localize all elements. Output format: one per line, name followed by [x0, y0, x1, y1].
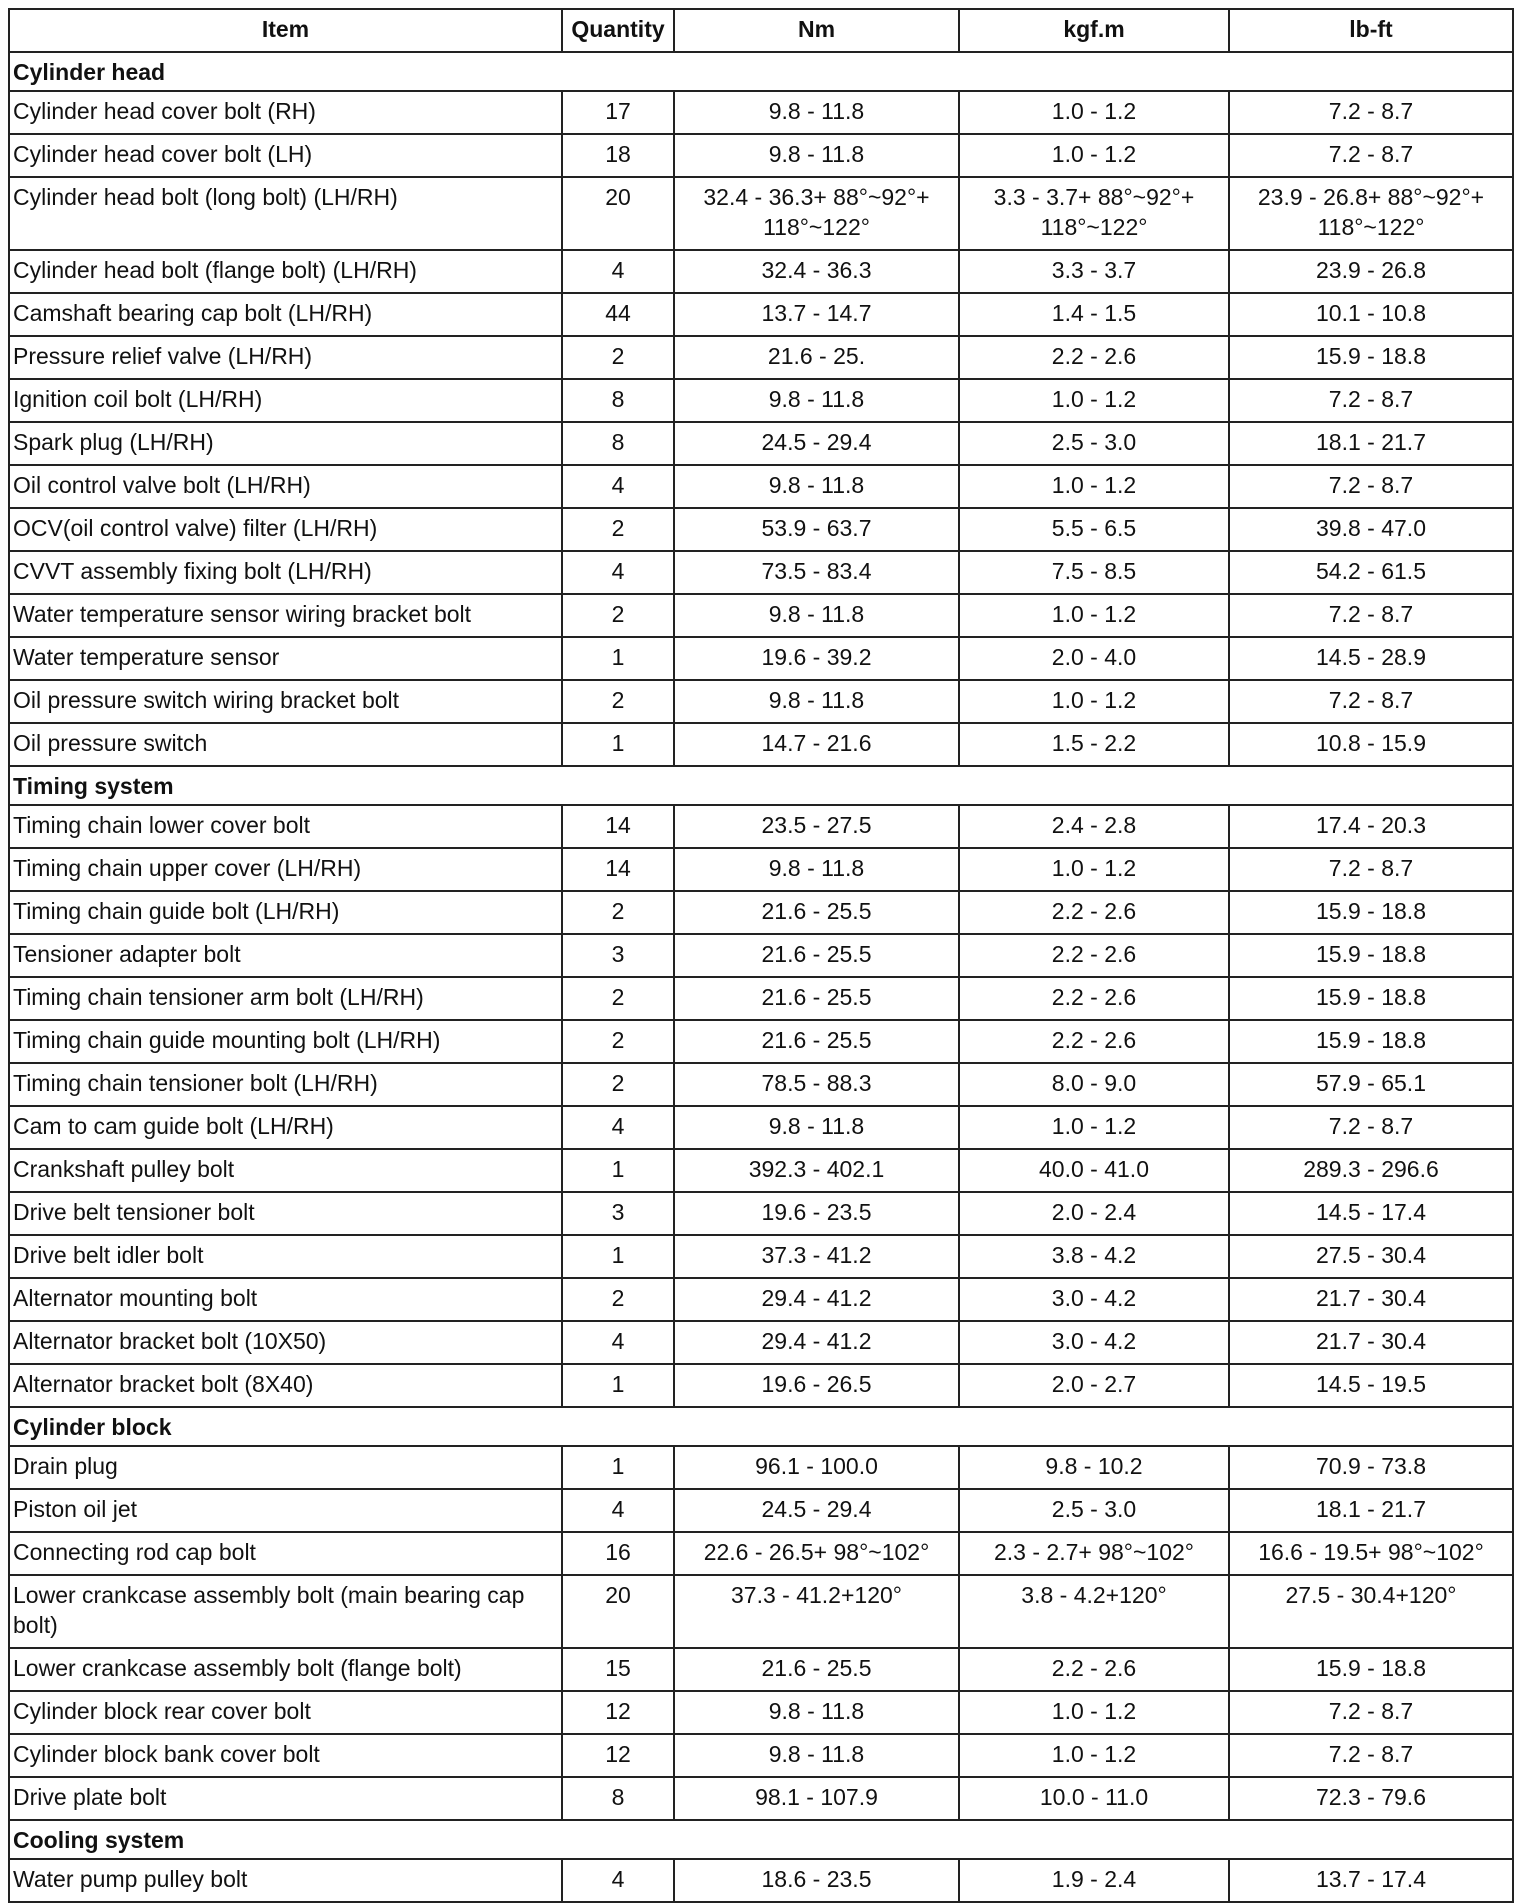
cell-item: Cylinder head bolt (long bolt) (LH/RH) [9, 177, 562, 250]
cell-lbft: 7.2 - 8.7 [1229, 1106, 1513, 1149]
cell-item: Oil pressure switch wiring bracket bolt [9, 680, 562, 723]
cell-quantity: 12 [562, 1734, 674, 1777]
cell-kgfm: 2.5 - 3.0 [959, 1489, 1229, 1532]
cell-kgfm: 2.5 - 3.0 [959, 422, 1229, 465]
cell-item: Timing chain tensioner arm bolt (LH/RH) [9, 977, 562, 1020]
cell-nm: 9.8 - 11.8 [674, 134, 959, 177]
cell-lbft: 15.9 - 18.8 [1229, 977, 1513, 1020]
table-row [9, 637, 1513, 680]
cell-item: Drain plug [9, 1446, 562, 1489]
cell-item: Timing chain tensioner bolt (LH/RH) [9, 1063, 562, 1106]
cell-lbft: 23.9 - 26.8+ 88°~92°+ 118°~122° [1229, 177, 1513, 250]
table-row [9, 293, 1513, 336]
table-row [9, 723, 1513, 766]
cell-quantity: 4 [562, 1321, 674, 1364]
cell-quantity: 18 [562, 134, 674, 177]
cell-lbft: 15.9 - 18.8 [1229, 336, 1513, 379]
cell-item: Drive belt tensioner bolt [9, 1192, 562, 1235]
cell-nm: 73.5 - 83.4 [674, 551, 959, 594]
cell-lbft: 10.8 - 15.9 [1229, 723, 1513, 766]
cell-lbft: 10.1 - 10.8 [1229, 293, 1513, 336]
cell-nm: 21.6 - 25.5 [674, 934, 959, 977]
cell-quantity: 1 [562, 1446, 674, 1489]
cell-item: Cylinder head bolt (flange bolt) (LH/RH) [9, 250, 562, 293]
table-row [9, 177, 1513, 250]
table-row [9, 805, 1513, 848]
table-row [9, 1192, 1513, 1235]
cell-lbft: 17.4 - 20.3 [1229, 805, 1513, 848]
cell-nm: 21.6 - 25.5 [674, 891, 959, 934]
cell-quantity: 2 [562, 1063, 674, 1106]
cell-lbft: 18.1 - 21.7 [1229, 422, 1513, 465]
cell-kgfm: 2.2 - 2.6 [959, 336, 1229, 379]
table-row [9, 551, 1513, 594]
cell-nm: 21.6 - 25. [674, 336, 959, 379]
section-row [9, 1407, 1513, 1446]
cell-nm: 78.5 - 88.3 [674, 1063, 959, 1106]
table-row [9, 379, 1513, 422]
cell-nm: 9.8 - 11.8 [674, 680, 959, 723]
cell-quantity: 2 [562, 891, 674, 934]
table-row [9, 934, 1513, 977]
section-row [9, 1820, 1513, 1859]
cell-item: Drive belt idler bolt [9, 1235, 562, 1278]
cell-item: Camshaft bearing cap bolt (LH/RH) [9, 293, 562, 336]
cell-quantity: 1 [562, 1364, 674, 1407]
cell-nm: 9.8 - 11.8 [674, 848, 959, 891]
cell-lbft: 15.9 - 18.8 [1229, 1648, 1513, 1691]
table-row [9, 250, 1513, 293]
cell-nm: 22.6 - 26.5+ 98°~102° [674, 1532, 959, 1575]
cell-quantity: 14 [562, 805, 674, 848]
table-row [9, 1532, 1513, 1575]
cell-kgfm: 40.0 - 41.0 [959, 1149, 1229, 1192]
cell-quantity: 3 [562, 1192, 674, 1235]
table-row [9, 977, 1513, 1020]
cell-lbft: 15.9 - 18.8 [1229, 1020, 1513, 1063]
header-row [9, 9, 1513, 52]
cell-kgfm: 2.0 - 4.0 [959, 637, 1229, 680]
cell-nm: 29.4 - 41.2 [674, 1321, 959, 1364]
cell-item: Tensioner adapter bolt [9, 934, 562, 977]
cell-kgfm: 2.0 - 2.4 [959, 1192, 1229, 1235]
cell-lbft: 7.2 - 8.7 [1229, 1734, 1513, 1777]
table-row [9, 134, 1513, 177]
cell-kgfm: 1.4 - 1.5 [959, 293, 1229, 336]
cell-nm: 19.6 - 23.5 [674, 1192, 959, 1235]
cell-item: Cylinder head cover bolt (LH) [9, 134, 562, 177]
section-title: Cylinder block [9, 1407, 1513, 1446]
cell-lbft: 54.2 - 61.5 [1229, 551, 1513, 594]
cell-nm: 32.4 - 36.3 [674, 250, 959, 293]
cell-quantity: 2 [562, 977, 674, 1020]
header-lbft: lb-ft [1229, 9, 1513, 52]
cell-kgfm: 1.0 - 1.2 [959, 465, 1229, 508]
cell-lbft: 27.5 - 30.4+120° [1229, 1575, 1513, 1648]
table-row [9, 1149, 1513, 1192]
cell-nm: 14.7 - 21.6 [674, 723, 959, 766]
table-row [9, 1446, 1513, 1489]
cell-lbft: 7.2 - 8.7 [1229, 465, 1513, 508]
cell-nm: 9.8 - 11.8 [674, 1734, 959, 1777]
cell-item: Cylinder head cover bolt (RH) [9, 91, 562, 134]
cell-kgfm: 2.4 - 2.8 [959, 805, 1229, 848]
header-quantity: Quantity [562, 9, 674, 52]
cell-lbft: 16.6 - 19.5+ 98°~102° [1229, 1532, 1513, 1575]
cell-item: Alternator mounting bolt [9, 1278, 562, 1321]
cell-lbft: 15.9 - 18.8 [1229, 891, 1513, 934]
cell-item: Cylinder block bank cover bolt [9, 1734, 562, 1777]
cell-lbft: 21.7 - 30.4 [1229, 1321, 1513, 1364]
cell-item: Lower crankcase assembly bolt (flange bolt) [9, 1648, 562, 1691]
header-nm: Nm [674, 9, 959, 52]
cell-lbft: 27.5 - 30.4 [1229, 1235, 1513, 1278]
cell-quantity: 1 [562, 1149, 674, 1192]
cell-nm: 9.8 - 11.8 [674, 1691, 959, 1734]
cell-kgfm: 2.2 - 2.6 [959, 891, 1229, 934]
cell-lbft: 14.5 - 28.9 [1229, 637, 1513, 680]
cell-quantity: 17 [562, 91, 674, 134]
cell-quantity: 20 [562, 177, 674, 250]
cell-quantity: 20 [562, 1575, 674, 1648]
cell-item: Timing chain upper cover (LH/RH) [9, 848, 562, 891]
cell-nm: 23.5 - 27.5 [674, 805, 959, 848]
cell-item: Cylinder block rear cover bolt [9, 1691, 562, 1734]
cell-quantity: 15 [562, 1648, 674, 1691]
cell-lbft: 39.8 - 47.0 [1229, 508, 1513, 551]
cell-lbft: 18.1 - 21.7 [1229, 1489, 1513, 1532]
cell-nm: 9.8 - 11.8 [674, 379, 959, 422]
cell-lbft: 7.2 - 8.7 [1229, 1691, 1513, 1734]
cell-nm: 37.3 - 41.2+120° [674, 1575, 959, 1648]
cell-lbft: 289.3 - 296.6 [1229, 1149, 1513, 1192]
cell-kgfm: 2.2 - 2.6 [959, 1648, 1229, 1691]
table-row [9, 1575, 1513, 1648]
cell-kgfm: 5.5 - 6.5 [959, 508, 1229, 551]
cell-nm: 53.9 - 63.7 [674, 508, 959, 551]
table-row [9, 1489, 1513, 1532]
cell-lbft: 70.9 - 73.8 [1229, 1446, 1513, 1489]
cell-nm: 21.6 - 25.5 [674, 1020, 959, 1063]
cell-nm: 98.1 - 107.9 [674, 1777, 959, 1820]
cell-item: CVVT assembly fixing bolt (LH/RH) [9, 551, 562, 594]
cell-kgfm: 1.0 - 1.2 [959, 91, 1229, 134]
table-row [9, 1063, 1513, 1106]
cell-nm: 9.8 - 11.8 [674, 594, 959, 637]
cell-item: Pressure relief valve (LH/RH) [9, 336, 562, 379]
cell-quantity: 16 [562, 1532, 674, 1575]
cell-quantity: 44 [562, 293, 674, 336]
cell-nm: 21.6 - 25.5 [674, 977, 959, 1020]
table-row [9, 1734, 1513, 1777]
cell-lbft: 7.2 - 8.7 [1229, 680, 1513, 723]
cell-quantity: 4 [562, 1489, 674, 1532]
cell-item: Cam to cam guide bolt (LH/RH) [9, 1106, 562, 1149]
table-row [9, 508, 1513, 551]
table-row [9, 91, 1513, 134]
table-row [9, 891, 1513, 934]
cell-quantity: 3 [562, 934, 674, 977]
cell-quantity: 4 [562, 1859, 674, 1902]
cell-quantity: 4 [562, 465, 674, 508]
cell-lbft: 7.2 - 8.7 [1229, 91, 1513, 134]
cell-item: OCV(oil control valve) filter (LH/RH) [9, 508, 562, 551]
cell-lbft: 23.9 - 26.8 [1229, 250, 1513, 293]
cell-quantity: 8 [562, 422, 674, 465]
cell-kgfm: 1.9 - 2.4 [959, 1859, 1229, 1902]
cell-kgfm: 1.5 - 2.2 [959, 723, 1229, 766]
table-row [9, 1364, 1513, 1407]
cell-kgfm: 10.0 - 11.0 [959, 1777, 1229, 1820]
cell-kgfm: 2.2 - 2.6 [959, 1020, 1229, 1063]
cell-item: Water pump pulley bolt [9, 1859, 562, 1902]
cell-item: Piston oil jet [9, 1489, 562, 1532]
cell-nm: 9.8 - 11.8 [674, 465, 959, 508]
cell-lbft: 21.7 - 30.4 [1229, 1278, 1513, 1321]
cell-item: Timing chain guide bolt (LH/RH) [9, 891, 562, 934]
cell-quantity: 4 [562, 551, 674, 594]
cell-item: Crankshaft pulley bolt [9, 1149, 562, 1192]
cell-nm: 9.8 - 11.8 [674, 91, 959, 134]
cell-lbft: 13.7 - 17.4 [1229, 1859, 1513, 1902]
cell-kgfm: 9.8 - 10.2 [959, 1446, 1229, 1489]
torque-spec-table [8, 8, 1514, 1903]
cell-kgfm: 1.0 - 1.2 [959, 848, 1229, 891]
table-row [9, 848, 1513, 891]
cell-kgfm: 1.0 - 1.2 [959, 594, 1229, 637]
cell-kgfm: 2.3 - 2.7+ 98°~102° [959, 1532, 1229, 1575]
section-title: Timing system [9, 766, 1513, 805]
cell-nm: 392.3 - 402.1 [674, 1149, 959, 1192]
section-title: Cylinder head [9, 52, 1513, 91]
cell-item: Timing chain guide mounting bolt (LH/RH) [9, 1020, 562, 1063]
cell-nm: 96.1 - 100.0 [674, 1446, 959, 1489]
cell-quantity: 2 [562, 680, 674, 723]
cell-item: Oil control valve bolt (LH/RH) [9, 465, 562, 508]
cell-nm: 18.6 - 23.5 [674, 1859, 959, 1902]
cell-item: Connecting rod cap bolt [9, 1532, 562, 1575]
cell-kgfm: 2.0 - 2.7 [959, 1364, 1229, 1407]
cell-quantity: 1 [562, 723, 674, 766]
cell-kgfm: 1.0 - 1.2 [959, 1106, 1229, 1149]
cell-kgfm: 8.0 - 9.0 [959, 1063, 1229, 1106]
table-row [9, 680, 1513, 723]
cell-item: Lower crankcase assembly bolt (main bearing cap bolt) [9, 1575, 562, 1648]
cell-kgfm: 1.0 - 1.2 [959, 379, 1229, 422]
cell-nm: 13.7 - 14.7 [674, 293, 959, 336]
cell-quantity: 2 [562, 508, 674, 551]
table-row [9, 1020, 1513, 1063]
table-row [9, 422, 1513, 465]
cell-lbft: 14.5 - 17.4 [1229, 1192, 1513, 1235]
cell-lbft: 57.9 - 65.1 [1229, 1063, 1513, 1106]
table-row [9, 465, 1513, 508]
cell-lbft: 15.9 - 18.8 [1229, 934, 1513, 977]
table-row [9, 336, 1513, 379]
table-body [9, 52, 1513, 1902]
cell-item: Ignition coil bolt (LH/RH) [9, 379, 562, 422]
cell-quantity: 4 [562, 250, 674, 293]
cell-item: Timing chain lower cover bolt [9, 805, 562, 848]
cell-quantity: 2 [562, 1278, 674, 1321]
cell-kgfm: 2.2 - 2.6 [959, 977, 1229, 1020]
table-row [9, 1859, 1513, 1902]
cell-kgfm: 3.8 - 4.2 [959, 1235, 1229, 1278]
cell-quantity: 8 [562, 379, 674, 422]
table-row [9, 1777, 1513, 1820]
table-row [9, 1235, 1513, 1278]
cell-quantity: 12 [562, 1691, 674, 1734]
cell-kgfm: 3.3 - 3.7+ 88°~92°+ 118°~122° [959, 177, 1229, 250]
table-row [9, 1691, 1513, 1734]
cell-kgfm: 7.5 - 8.5 [959, 551, 1229, 594]
table-row [9, 1106, 1513, 1149]
cell-quantity: 14 [562, 848, 674, 891]
cell-lbft: 7.2 - 8.7 [1229, 848, 1513, 891]
header-kgfm: kgf.m [959, 9, 1229, 52]
table-row [9, 1321, 1513, 1364]
cell-nm: 37.3 - 41.2 [674, 1235, 959, 1278]
cell-item: Oil pressure switch [9, 723, 562, 766]
cell-quantity: 2 [562, 1020, 674, 1063]
cell-quantity: 1 [562, 637, 674, 680]
cell-nm: 32.4 - 36.3+ 88°~92°+ 118°~122° [674, 177, 959, 250]
table-row [9, 1648, 1513, 1691]
cell-kgfm: 1.0 - 1.2 [959, 1734, 1229, 1777]
cell-nm: 21.6 - 25.5 [674, 1648, 959, 1691]
header-item: Item [9, 9, 562, 52]
cell-item: Alternator bracket bolt (8X40) [9, 1364, 562, 1407]
cell-nm: 19.6 - 26.5 [674, 1364, 959, 1407]
cell-item: Water temperature sensor [9, 637, 562, 680]
cell-kgfm: 1.0 - 1.2 [959, 1691, 1229, 1734]
table-row [9, 594, 1513, 637]
cell-kgfm: 2.2 - 2.6 [959, 934, 1229, 977]
cell-kgfm: 3.0 - 4.2 [959, 1321, 1229, 1364]
cell-nm: 9.8 - 11.8 [674, 1106, 959, 1149]
cell-lbft: 7.2 - 8.7 [1229, 134, 1513, 177]
section-row [9, 766, 1513, 805]
cell-item: Alternator bracket bolt (10X50) [9, 1321, 562, 1364]
cell-kgfm: 3.3 - 3.7 [959, 250, 1229, 293]
cell-nm: 29.4 - 41.2 [674, 1278, 959, 1321]
table-row [9, 1278, 1513, 1321]
cell-item: Drive plate bolt [9, 1777, 562, 1820]
cell-kgfm: 3.0 - 4.2 [959, 1278, 1229, 1321]
cell-nm: 19.6 - 39.2 [674, 637, 959, 680]
section-row [9, 52, 1513, 91]
cell-item: Spark plug (LH/RH) [9, 422, 562, 465]
cell-quantity: 8 [562, 1777, 674, 1820]
cell-item: Water temperature sensor wiring bracket bolt [9, 594, 562, 637]
cell-kgfm: 3.8 - 4.2+120° [959, 1575, 1229, 1648]
cell-kgfm: 1.0 - 1.2 [959, 134, 1229, 177]
cell-lbft: 72.3 - 79.6 [1229, 1777, 1513, 1820]
cell-quantity: 2 [562, 336, 674, 379]
cell-lbft: 7.2 - 8.7 [1229, 379, 1513, 422]
cell-quantity: 2 [562, 594, 674, 637]
cell-quantity: 1 [562, 1235, 674, 1278]
cell-kgfm: 1.0 - 1.2 [959, 680, 1229, 723]
cell-nm: 24.5 - 29.4 [674, 1489, 959, 1532]
cell-nm: 24.5 - 29.4 [674, 422, 959, 465]
cell-quantity: 4 [562, 1106, 674, 1149]
cell-lbft: 7.2 - 8.7 [1229, 594, 1513, 637]
cell-lbft: 14.5 - 19.5 [1229, 1364, 1513, 1407]
section-title: Cooling system [9, 1820, 1513, 1859]
